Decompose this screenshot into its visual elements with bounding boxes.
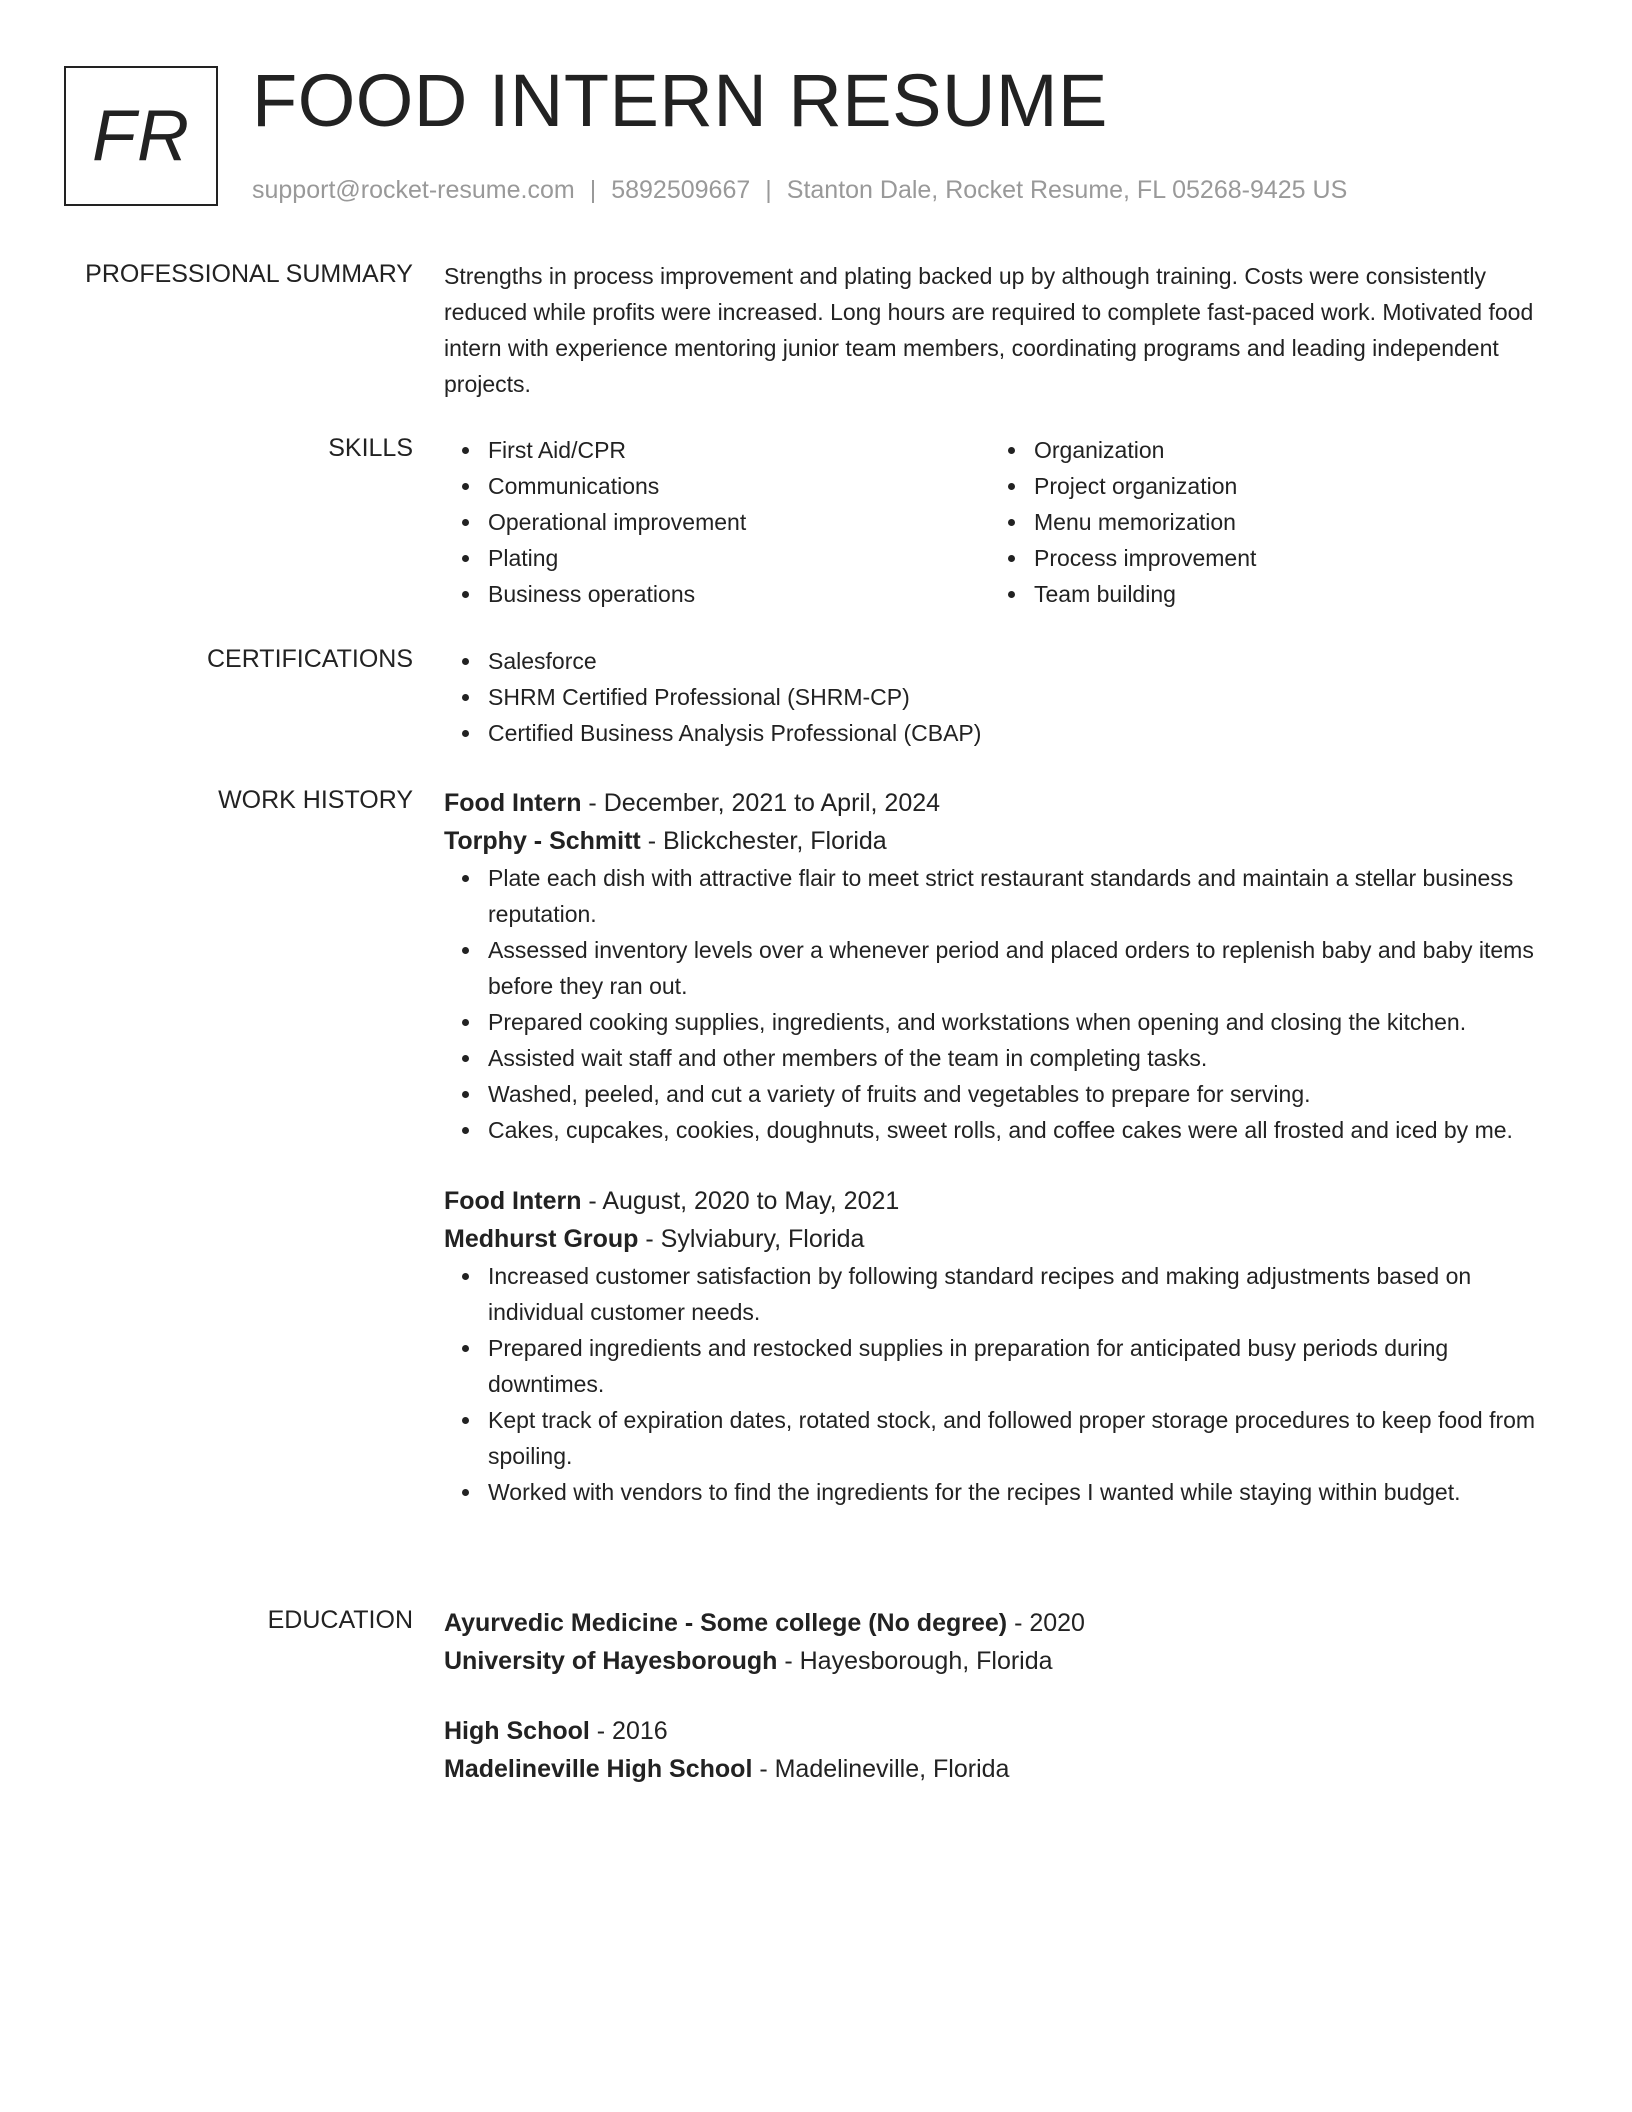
education-location: - Madelineville, Florida: [752, 1755, 1010, 1783]
section-label-summary: PROFESSIONAL SUMMARY: [85, 260, 413, 288]
skills-body: [444, 432, 1560, 612]
job-title: Food Intern: [444, 789, 582, 817]
education-school-line: [444, 1750, 1560, 1788]
job-bullet: Assisted wait staff and other members of the team in completing tasks.: [444, 1040, 1560, 1076]
education-school: Madelineville High School: [444, 1755, 753, 1783]
work-history-body: [444, 784, 1560, 1510]
skills-list-left: [444, 432, 990, 612]
skill-item: Operational improvement: [444, 504, 990, 540]
skill-item: Process improvement: [990, 540, 1536, 576]
education-entry: [444, 1712, 1560, 1788]
job-bullet: Cakes, cupcakes, cookies, doughnuts, sweet rolls, and coffee cakes were all frosted and iced by me.: [444, 1112, 1560, 1148]
skill-item: Project organization: [990, 468, 1536, 504]
education-location: - Hayesborough, Florida: [777, 1647, 1053, 1675]
job-company: Medhurst Group: [444, 1225, 639, 1253]
job-bullet: Washed, peeled, and cut a variety of fruits and vegetables to prepare for serving.: [444, 1076, 1560, 1112]
certifications-list: [444, 643, 1560, 751]
job-entry: [444, 784, 1560, 1148]
job-company: Torphy - Schmitt: [444, 827, 641, 855]
job-bullet: Kept track of expiration dates, rotated stock, and followed proper storage procedures to keep food from spoiling.: [444, 1402, 1560, 1474]
job-title-line: [444, 1182, 1560, 1220]
section-label-education: EDUCATION: [267, 1606, 413, 1634]
section-label-skills: SKILLS: [328, 434, 413, 462]
skills-list-right: [990, 432, 1536, 612]
skill-item: Menu memorization: [990, 504, 1536, 540]
contact-phone[interactable]: 5892509667: [611, 176, 751, 204]
education-degree: Ayurvedic Medicine - Some college (No degree): [444, 1609, 1008, 1637]
job-dates: - December, 2021 to April, 2024: [581, 789, 941, 817]
education-degree-line: [444, 1712, 1560, 1750]
education-degree: High School: [444, 1717, 590, 1745]
monogram-box: [64, 66, 218, 206]
skill-item: Business operations: [444, 576, 990, 612]
education-school-line: [444, 1642, 1560, 1680]
skill-item: Team building: [990, 576, 1536, 612]
job-bullet: Assessed inventory levels over a whenever period and placed orders to replenish baby and baby items before they ran out.: [444, 932, 1560, 1004]
section-label-certifications: CERTIFICATIONS: [206, 645, 413, 673]
job-company-line: [444, 1220, 1560, 1258]
summary-body: [444, 258, 1560, 402]
resume-title: FOOD INTERN RESUME: [252, 59, 1108, 142]
monogram-initials: FR: [92, 96, 190, 176]
certifications-body: [444, 643, 1560, 751]
certification-item: Certified Business Analysis Professional (CBAP): [444, 715, 1560, 751]
certification-item: SHRM Certified Professional (SHRM-CP): [444, 679, 1560, 715]
education-degree-line: [444, 1604, 1560, 1642]
contact-separator: |: [589, 176, 597, 204]
skill-item: Plating: [444, 540, 990, 576]
job-bullet: Plate each dish with attractive flair to meet strict restaurant standards and maintain a stellar business reputation.: [444, 860, 1560, 932]
job-title-line: [444, 784, 1560, 822]
certification-item: Salesforce: [444, 643, 1560, 679]
education-year: - 2020: [1007, 1609, 1085, 1637]
job-bullets: [444, 860, 1560, 1148]
education-school: University of Hayesborough: [444, 1647, 778, 1675]
job-dates: - August, 2020 to May, 2021: [581, 1187, 900, 1215]
skill-item: First Aid/CPR: [444, 432, 990, 468]
skill-item: Organization: [990, 432, 1536, 468]
job-entry: [444, 1182, 1560, 1510]
job-location: - Sylviabury, Florida: [638, 1225, 865, 1253]
section-label-work-history: WORK HISTORY: [218, 786, 413, 814]
job-title: Food Intern: [444, 1187, 582, 1215]
skill-item: Communications: [444, 468, 990, 504]
contact-email[interactable]: support@rocket-resume.com: [252, 176, 575, 204]
contact-separator: |: [765, 176, 772, 204]
job-location: - Blickchester, Florida: [640, 827, 887, 855]
education-year: - 2016: [589, 1717, 668, 1745]
job-bullet: Increased customer satisfaction by following standard recipes and making adjustments based on individual customer needs.: [444, 1258, 1560, 1330]
job-bullet: Prepared cooking supplies, ingredients, and workstations when opening and closing the kitchen.: [444, 1004, 1560, 1040]
summary-text: Strengths in process improvement and plating backed up by although training. Costs were consistently reduced while profits were increased. Long hours are required to complete fast-paced work. Motivated food intern with experience mentoring junior team members, coordinating programs and leading independent projects.: [444, 263, 1534, 397]
job-bullet: Worked with vendors to find the ingredients for the recipes I wanted while staying within budget.: [444, 1474, 1560, 1510]
job-bullet: Prepared ingredients and restocked supplies in preparation for anticipated busy periods during downtimes.: [444, 1330, 1560, 1402]
job-bullets: [444, 1258, 1560, 1510]
education-body: [444, 1604, 1560, 1788]
job-company-line: [444, 822, 1560, 860]
contact-address: Stanton Dale, Rocket Resume, FL 05268-9425 US: [786, 176, 1348, 204]
education-entry: [444, 1604, 1560, 1680]
contact-line: [252, 174, 1347, 206]
